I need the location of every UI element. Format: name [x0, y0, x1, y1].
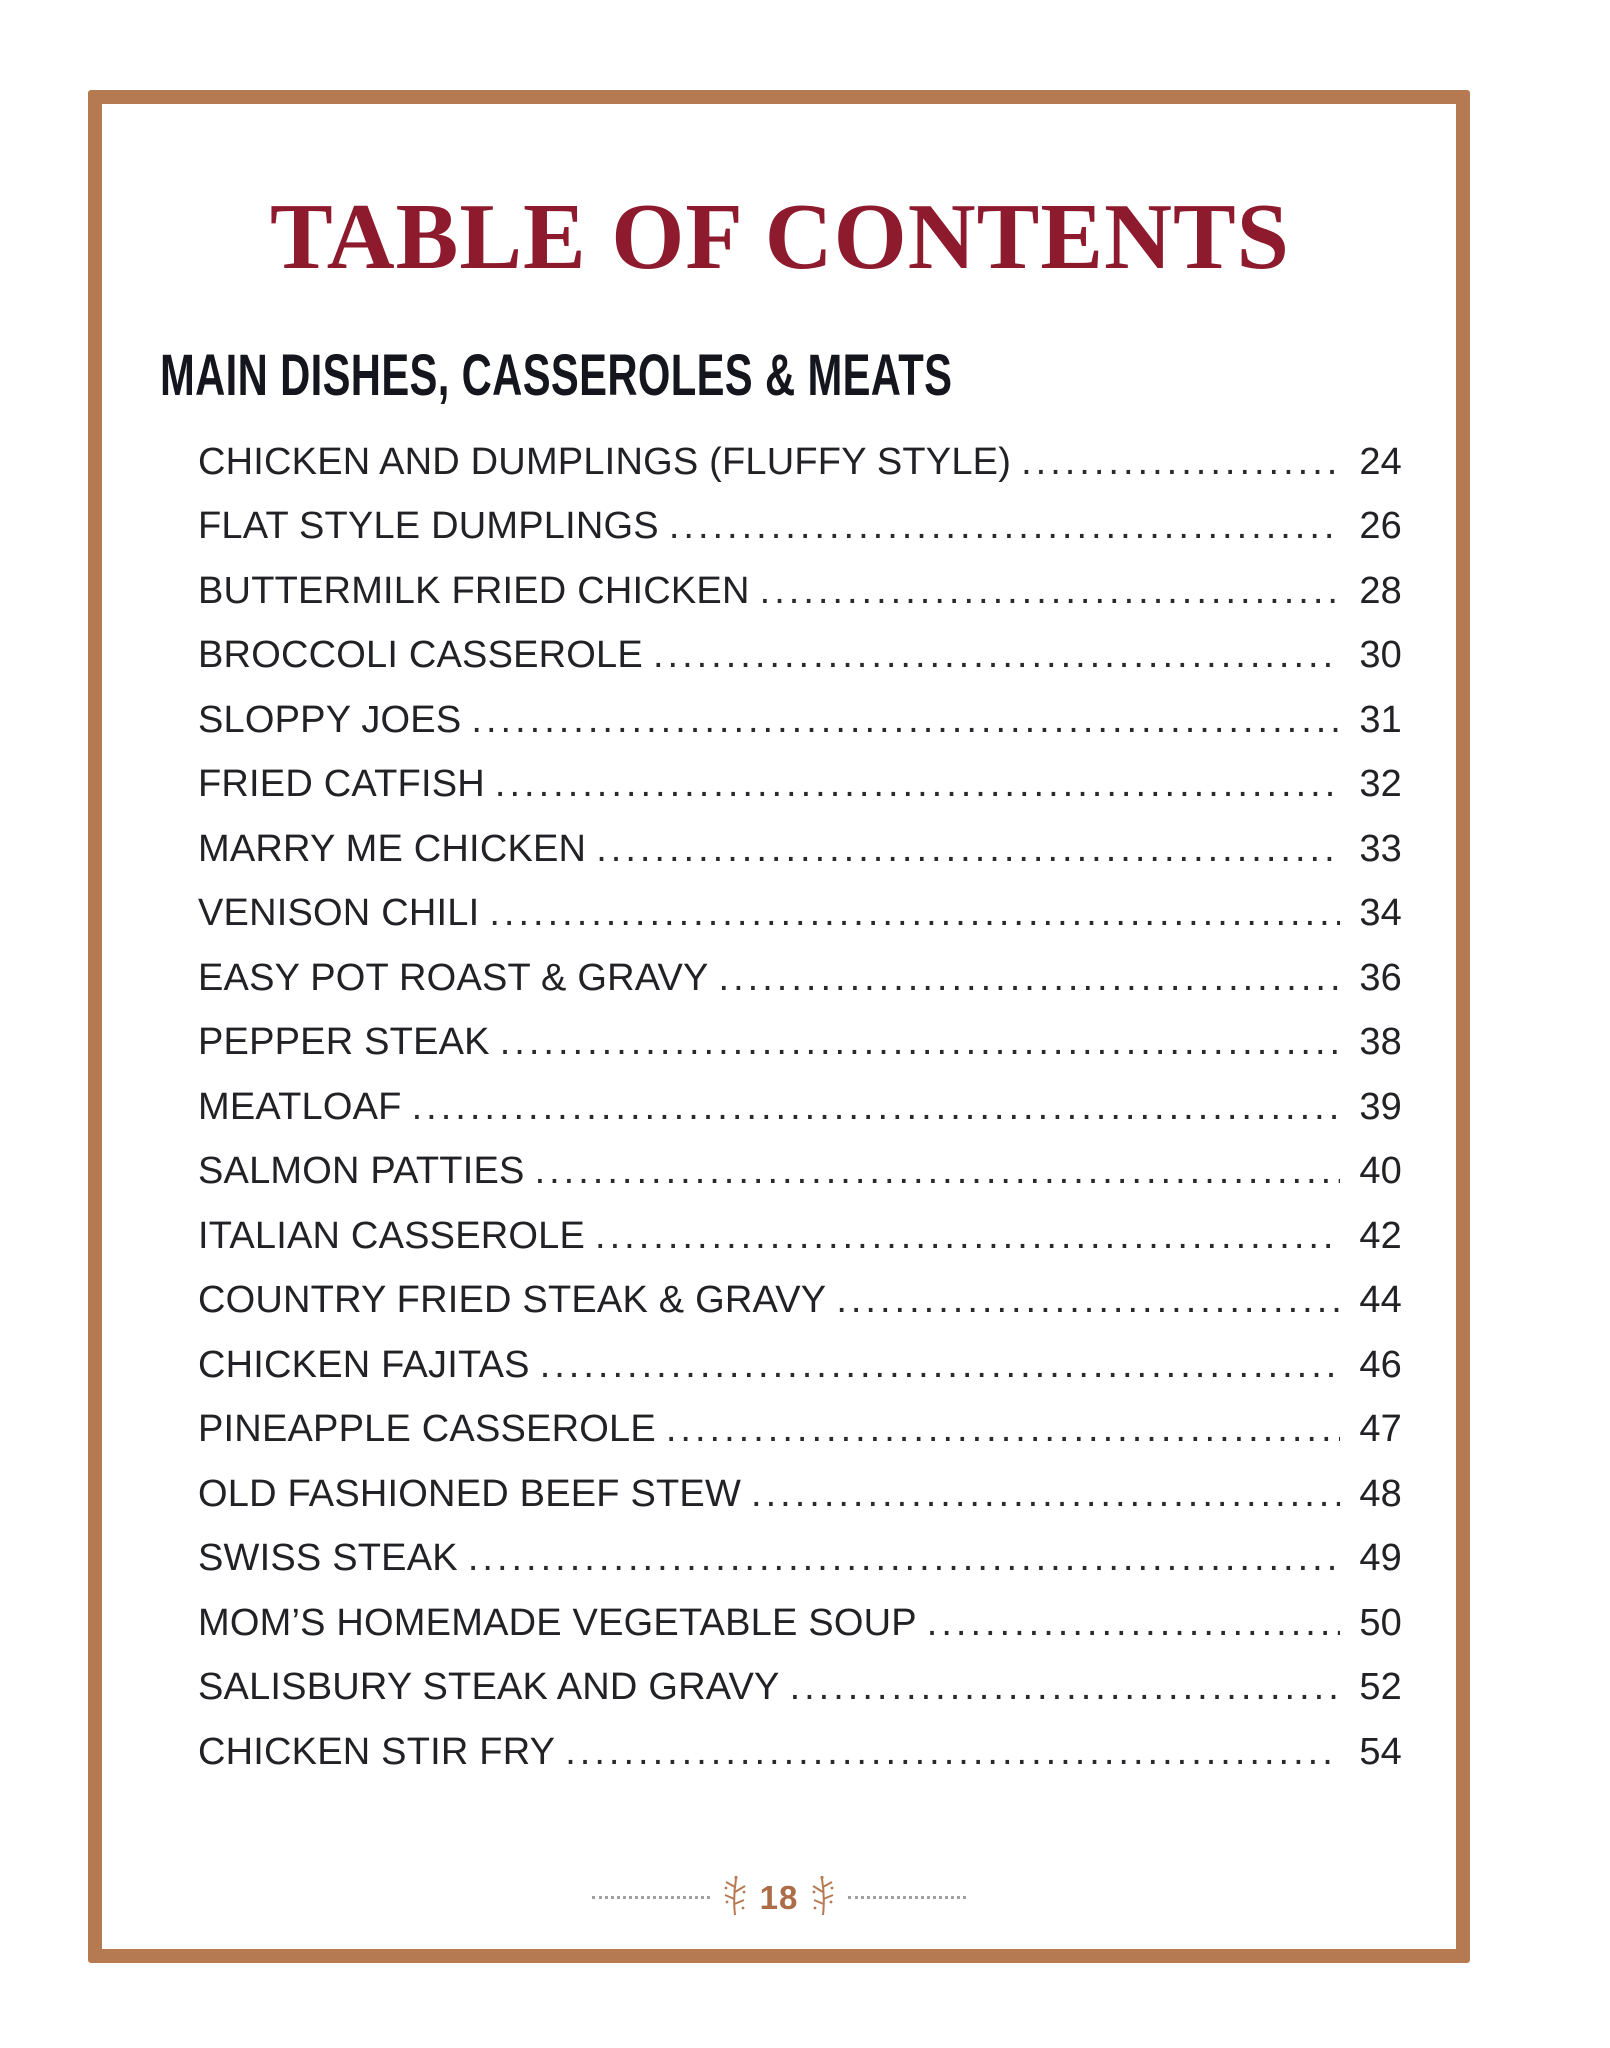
- toc-entry-page-number: 38: [1359, 1021, 1402, 1064]
- toc-entry-label: FLAT STYLE DUMPLINGS: [198, 505, 659, 548]
- toc-entry-label: SALISBURY STEAK AND GRAVY: [198, 1666, 780, 1709]
- toc-entry-page-number: 28: [1359, 569, 1402, 612]
- page-content: [102, 104, 1456, 1949]
- page-title: TABLE OF CONTENTS: [270, 185, 1290, 289]
- toc-row: [198, 1602, 1402, 1667]
- toc-list: [198, 441, 1402, 1796]
- toc-row: [198, 1537, 1402, 1602]
- toc-dots-leader: [760, 570, 1340, 613]
- toc-row: [198, 1731, 1402, 1796]
- toc-entry-page-number: 31: [1359, 698, 1402, 741]
- toc-entry-page-number: 30: [1359, 634, 1402, 677]
- footer-dotted-line-left: [592, 1896, 710, 1899]
- toc-row: [198, 441, 1402, 506]
- toc-entry-page-number: 39: [1359, 1085, 1402, 1128]
- toc-entry-page-number: 32: [1359, 763, 1402, 806]
- toc-dots-leader: [653, 634, 1340, 677]
- toc-dots-leader: [535, 1150, 1340, 1193]
- toc-row: [198, 957, 1402, 1022]
- toc-row: [198, 699, 1402, 764]
- toc-dots-leader: [471, 699, 1340, 742]
- toc-entry-page-number: 50: [1359, 1601, 1402, 1644]
- toc-entry-page-number: 40: [1359, 1150, 1402, 1193]
- toc-row: [198, 828, 1402, 893]
- toc-entry-page-number: 33: [1359, 827, 1402, 870]
- toc-row: [198, 505, 1402, 570]
- toc-entry-page-number: 24: [1359, 440, 1402, 483]
- toc-row: [198, 1150, 1402, 1215]
- toc-entry-page-number: 54: [1359, 1730, 1402, 1773]
- toc-entry-label: VENISON CHILI: [198, 892, 480, 935]
- toc-entry-label: CHICKEN STIR FRY: [198, 1730, 556, 1773]
- toc-entry-label: FRIED CATFISH: [198, 763, 485, 806]
- sprig-ornament-icon: [720, 1875, 750, 1919]
- toc-entry-page-number: 44: [1359, 1279, 1402, 1322]
- footer-dotted-line-right: [848, 1896, 966, 1899]
- toc-entry-label: MARRY ME CHICKEN: [198, 827, 587, 870]
- toc-row: [198, 1086, 1402, 1151]
- toc-dots-leader: [927, 1602, 1340, 1645]
- toc-entry-label: MEATLOAF: [198, 1085, 402, 1128]
- toc-row: [198, 1473, 1402, 1538]
- toc-entry-label: PINEAPPLE CASSEROLE: [198, 1408, 656, 1451]
- toc-dots-leader: [412, 1086, 1340, 1129]
- toc-row: [198, 1344, 1402, 1409]
- toc-entry-label: CHICKEN FAJITAS: [198, 1343, 530, 1386]
- toc-row: [198, 763, 1402, 828]
- toc-dots-leader: [565, 1731, 1340, 1774]
- toc-entry-label: SALMON PATTIES: [198, 1150, 525, 1193]
- toc-entry-page-number: 52: [1359, 1666, 1402, 1709]
- toc-entry-label: ITALIAN CASSEROLE: [198, 1214, 586, 1257]
- toc-dots-leader: [595, 1215, 1340, 1258]
- toc-entry-page-number: 48: [1359, 1472, 1402, 1515]
- toc-dots-leader: [666, 1408, 1340, 1451]
- toc-entry-page-number: 34: [1359, 892, 1402, 935]
- toc-entry-label: SWISS STEAK: [198, 1537, 458, 1580]
- toc-row: [198, 634, 1402, 699]
- toc-dots-leader: [489, 892, 1340, 935]
- section-heading: MAIN DISHES, CASSEROLES & MEATS: [160, 343, 953, 408]
- toc-dots-leader: [790, 1666, 1340, 1709]
- toc-entry-label: OLD FASHIONED BEEF STEW: [198, 1472, 742, 1515]
- toc-row: [198, 1215, 1402, 1280]
- toc-dots-leader: [596, 828, 1340, 871]
- toc-row: [198, 1021, 1402, 1086]
- page-border-frame: [88, 90, 1470, 1963]
- toc-dots-leader: [468, 1537, 1340, 1580]
- page-footer: [102, 1875, 1456, 1919]
- toc-entry-label: BROCCOLI CASSEROLE: [198, 634, 643, 677]
- toc-entry-page-number: 49: [1359, 1537, 1402, 1580]
- toc-dots-leader: [1021, 441, 1340, 484]
- toc-entry-label: SLOPPY JOES: [198, 698, 462, 741]
- toc-entry-label: BUTTERMILK FRIED CHICKEN: [198, 569, 750, 612]
- toc-row: [198, 570, 1402, 635]
- toc-entry-page-number: 26: [1359, 505, 1402, 548]
- toc-dots-leader: [719, 957, 1340, 1000]
- toc-row: [198, 1666, 1402, 1731]
- sprig-ornament-icon: [808, 1875, 838, 1919]
- toc-dots-leader: [495, 763, 1340, 806]
- toc-entry-page-number: 42: [1359, 1214, 1402, 1257]
- toc-dots-leader: [836, 1279, 1340, 1322]
- toc-row: [198, 1408, 1402, 1473]
- toc-entry-label: COUNTRY FRIED STEAK & GRAVY: [198, 1279, 827, 1322]
- footer-page-number: 18: [759, 1878, 799, 1916]
- toc-entry-page-number: 47: [1359, 1408, 1402, 1451]
- toc-dots-leader: [500, 1021, 1340, 1064]
- toc-entry-page-number: 46: [1359, 1343, 1402, 1386]
- toc-entry-label: PEPPER STEAK: [198, 1021, 490, 1064]
- toc-entry-label: EASY POT ROAST & GRAVY: [198, 956, 709, 999]
- toc-dots-leader: [540, 1344, 1340, 1387]
- toc-row: [198, 892, 1402, 957]
- toc-entry-label: MOM’S HOMEMADE VEGETABLE SOUP: [198, 1601, 917, 1644]
- toc-dots-leader: [669, 505, 1340, 548]
- toc-entry-label: CHICKEN AND DUMPLINGS (FLUFFY STYLE): [198, 440, 1012, 483]
- toc-row: [198, 1279, 1402, 1344]
- toc-dots-leader: [751, 1473, 1340, 1516]
- toc-entry-page-number: 36: [1359, 956, 1402, 999]
